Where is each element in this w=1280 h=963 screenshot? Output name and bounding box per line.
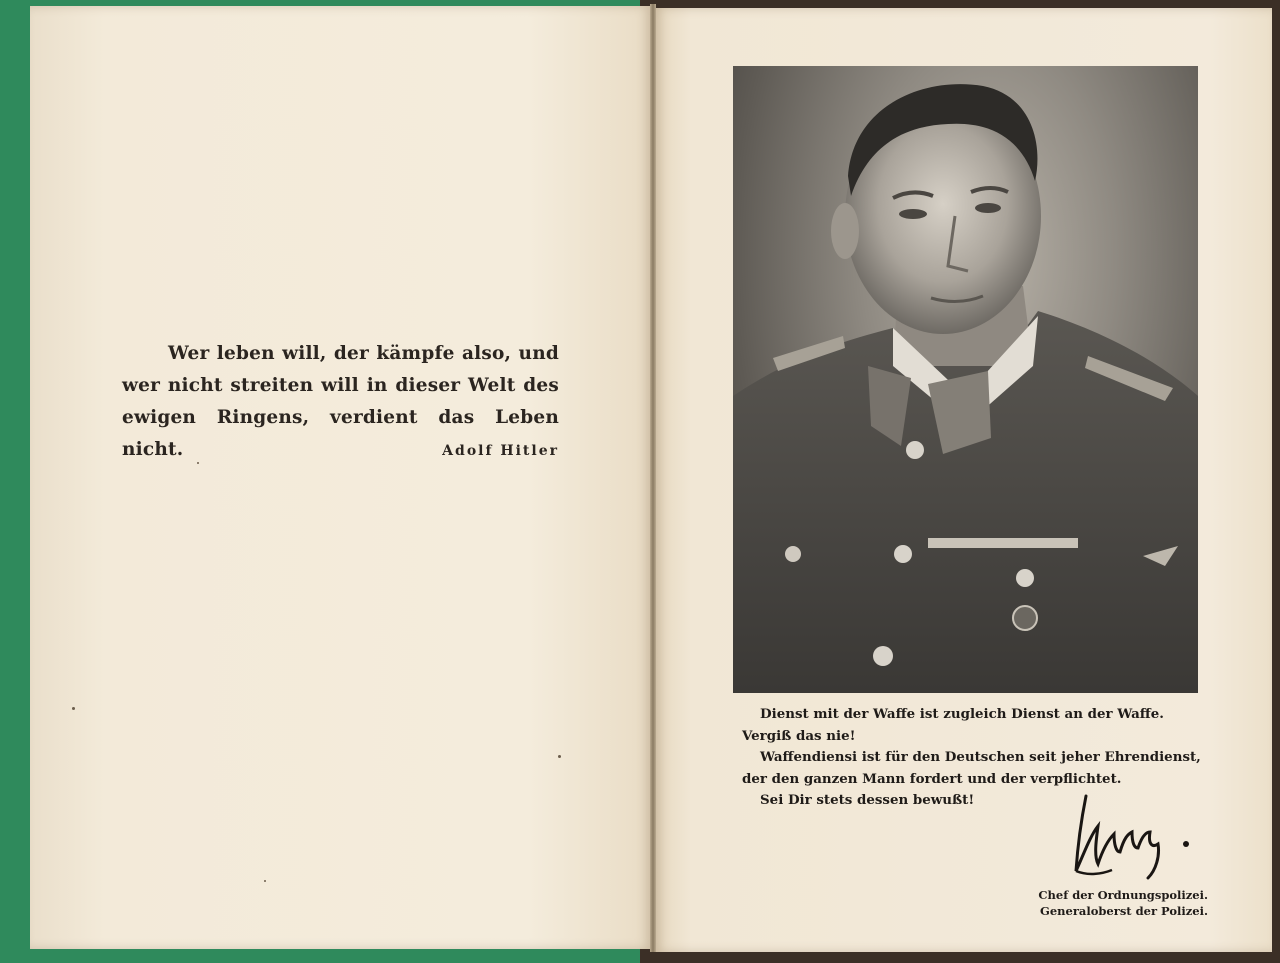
- officer-rank-line: Generaloberst der Polizei.: [1040, 904, 1208, 918]
- paper-speck: [558, 755, 561, 758]
- quote-line: ewigen Ringens, verdient das Leben nicht.: [122, 407, 559, 460]
- caption-line: Waffendiensi ist für den Deutschen seit jeher Ehrendienst,: [760, 749, 1201, 765]
- officer-title-line: Chef der Ordnungspolizei.: [1038, 888, 1208, 902]
- paper-speck: [264, 880, 266, 882]
- caption-line: Vergiß das nie!: [742, 727, 856, 744]
- left-page: [30, 6, 652, 949]
- caption-line: Dienst mit der Waffe ist zugleich Dienst an der Waffe.: [760, 706, 1164, 722]
- paper-speck: [197, 462, 199, 464]
- caption-line: Sei Dir stets dessen bewußt!: [760, 792, 975, 808]
- book-gutter: [650, 4, 656, 952]
- paper-speck: [72, 707, 75, 710]
- caption-line: der den ganzen Mann fordert und der verpflichtet.: [742, 770, 1122, 787]
- portrait-photo-icon: [733, 66, 1198, 693]
- handwritten-signature-icon: [1068, 786, 1198, 886]
- quote-line: Wer leben will, der kämpfe also, und: [168, 343, 559, 364]
- quote-line: wer nicht streiten will in dieser Welt des: [122, 375, 559, 396]
- quote-author: Adolf Hitler: [442, 443, 559, 459]
